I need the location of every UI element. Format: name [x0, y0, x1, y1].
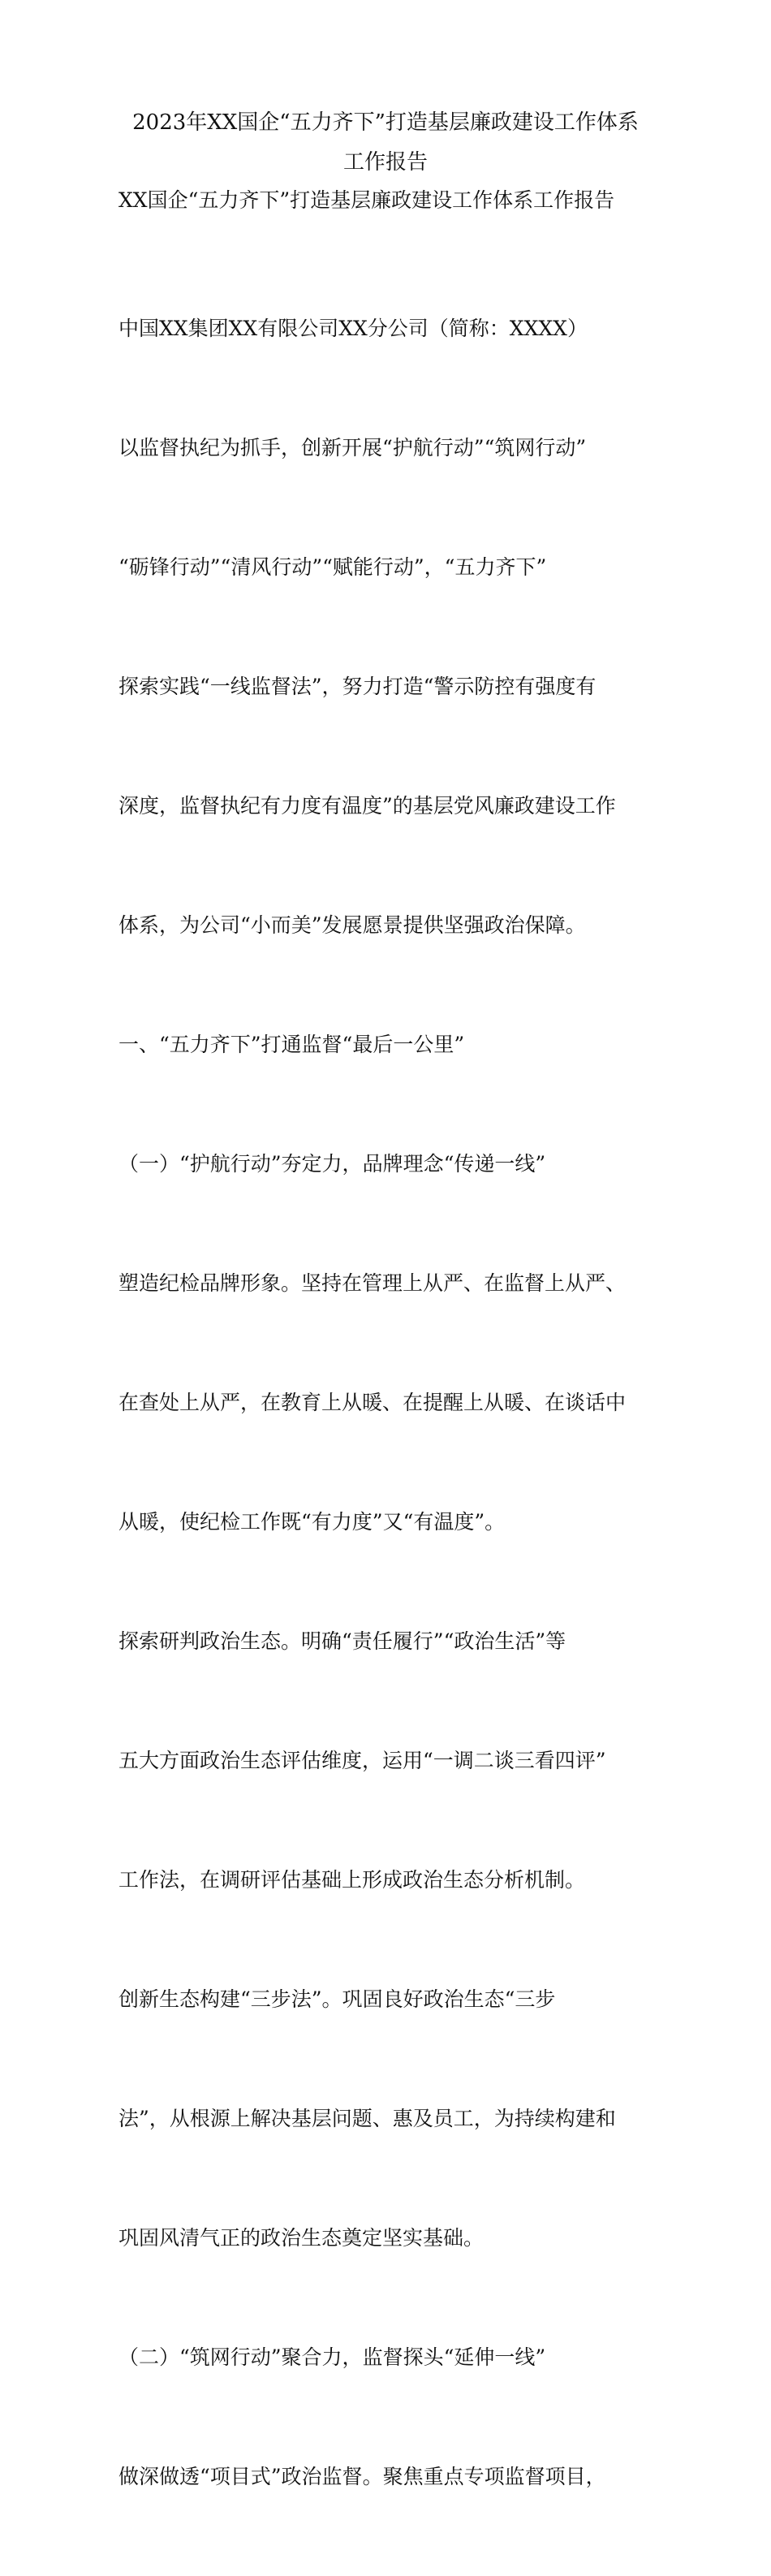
body-text-block — [118, 229, 678, 2576]
document-title-line-1: 2023年XX国企“五力齐下”打造基层廉政建设工作体系 — [132, 110, 639, 135]
text-line: 探索实践“一线监督法”，努力打造“警示防控有强度有 — [118, 675, 597, 698]
text-line: 中国XX集团XX有限公司XX分公司（简称：XXXX） — [118, 317, 588, 340]
text-line: 体系，为公司“小而美”发展愿景提供坚强政治保障。 — [118, 913, 586, 937]
text-line: 法”，从根源上解决基层问题、惠及员工，为持续构建和 — [118, 2107, 616, 2130]
text-line: 五大方面政治生态评估维度，运用“一调二谈三看四评” — [118, 1749, 606, 1772]
text-line: 从暖，使纪检工作既“有力度”又“有温度”。 — [118, 1510, 506, 1534]
text-line: 塑造纪检品牌形象。坚持在管理上从严、在监督上从严、 — [118, 1271, 627, 1295]
text-line: 在查处上从严，在教育上从暖、在提醒上从暖、在谈话中 — [118, 1391, 627, 1414]
text-line: “砺锋行动”“清风行动”“赋能行动”，“五力齐下” — [118, 555, 547, 579]
text-line: 做深做透“项目式”政治监督。聚焦重点专项监督项目， — [118, 2465, 606, 2488]
subsection-heading-2: （二）“筑网行动”聚合力，监督探头“延伸一线” — [118, 2345, 546, 2369]
document-title-line-2: 工作报告 — [342, 150, 428, 175]
subsection-heading-1: （一）“护航行动”夯定力，品牌理念“传递一线” — [118, 1152, 546, 1176]
text-line: 以监督执纪为抓手，创新开展“护航行动”“筑网行动” — [118, 436, 587, 460]
document-body — [118, 229, 678, 2576]
text-line: 创新生态构建“三步法”。巩固良好政治生态“三步 — [118, 1987, 556, 2011]
text-line: 工作法，在调研评估基础上形成政治生态分析机制。 — [118, 1868, 586, 1892]
text-line: 深度，监督执纪有力度有温度”的基层党风廉政建设工作 — [118, 794, 616, 818]
text-line: 探索研判政治生态。明确“责任履行”“政治生活”等 — [118, 1629, 566, 1653]
section-heading-1: 一、“五力齐下”打通监督“最后一公里” — [118, 1033, 465, 1056]
document-subtitle: XX国企“五力齐下”打造基层廉政建设工作体系工作报告 — [118, 188, 615, 212]
text-line: 巩固风清气正的政治生态奠定坚实基础。 — [118, 2226, 485, 2250]
